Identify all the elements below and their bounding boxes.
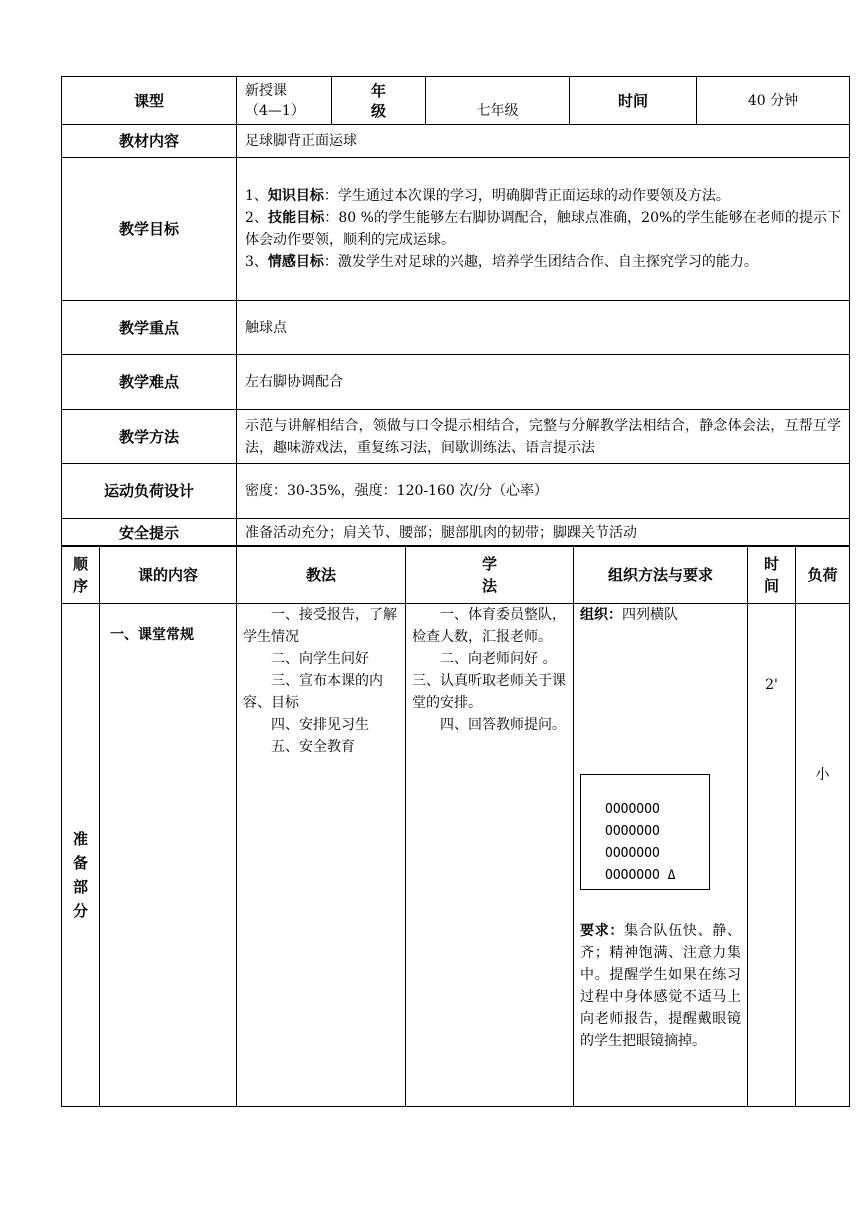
load-header: 负荷: [796, 546, 850, 604]
teaching-item: 一、接受报告，了解学生情况: [243, 607, 397, 645]
time-value: 40 分钟: [697, 77, 850, 125]
time-label: 时间: [570, 77, 697, 125]
time-header: 时 间: [748, 546, 796, 604]
safety-label: 安全提示: [62, 519, 237, 547]
load-design-value: 密度：30-35%，强度：120-160 次/分（心率）: [237, 464, 850, 519]
order-header: 顺 序: [62, 546, 100, 604]
grade-value: 七年级: [426, 77, 570, 125]
grade-label-line1: 年: [370, 81, 386, 100]
key-point-value: 触球点: [237, 301, 850, 355]
lesson-type-value-line1: 新授课: [245, 82, 287, 99]
lesson-info-table: [61, 76, 850, 547]
formation-row: OOOOOOO: [605, 802, 660, 817]
formation-row: OOOOOOO: [605, 846, 660, 861]
teaching-item: 三、宣布本课的内容、目标: [243, 673, 383, 711]
load-design-label: 运动负荷设计: [62, 464, 237, 519]
teaching-item: 五、安全教育: [271, 739, 355, 755]
method-value: 示范与讲解相结合，领做与口令提示相结合，完整与分解教学法相结合，静念体会法，互帮互学法，趣味游戏法，重复练习法，间歇训练法、语言提示法: [237, 410, 850, 464]
lesson-process-table: [61, 545, 850, 1107]
prep-part-label: 准 备 部 分: [62, 604, 100, 1107]
prep-load: 小: [796, 604, 850, 1107]
lesson-type-value-line2: （4—1）: [245, 102, 305, 119]
lesson-type-label: 课型: [62, 77, 237, 125]
org-line: [580, 604, 741, 626]
goal-skill: 2、技能目标：80 %的学生能够左右脚协调配合，触球点准确，20%的学生能够在老师的提示下体会动作要领，顺利的完成运球。: [245, 210, 841, 248]
difficulty-label: 教学难点: [62, 355, 237, 410]
formation-row: OOOOOOO: [605, 824, 660, 839]
learning-item: 四、回答教师提问。: [440, 717, 566, 733]
grade-label-line2: 级: [370, 101, 386, 120]
safety-value: 准备活动充分；肩关节、腰部；腿部肌肉的韧带；脚踝关节活动: [237, 519, 850, 547]
org-label: 组织：: [580, 607, 622, 623]
organization-header: 组织方法与要求: [574, 546, 748, 604]
teaching-item: 四、安排见习生: [271, 717, 369, 733]
prep-learning: [406, 604, 574, 1107]
goal-emotion: 3、情感目标：激发学生对足球的兴趣，培养学生团结合作、自主探究学习的能力。: [245, 254, 758, 270]
grade-label: [332, 77, 426, 125]
req-value: 集合队伍快、静、齐；精神饱满、注意力集中。提醒学生如果在练习过程中身体感觉不适马上向老师报告，提醒戴眼镜的学生把眼镜摘掉。: [580, 923, 742, 1049]
method-label: 教学方法: [62, 410, 237, 464]
prep-organization: [574, 604, 748, 1107]
learning-item: 二、向老师问好 。三、认真听取老师关于课堂的安排。: [412, 651, 566, 711]
requirements: [580, 920, 741, 1052]
content-header: 课的内容: [100, 546, 237, 604]
class-routine-title: 一、课堂常规: [110, 627, 194, 643]
content-label: 教材内容: [62, 125, 237, 158]
learning-header: 学 法: [406, 546, 574, 604]
org-value: 四列横队: [622, 607, 678, 623]
prep-teaching: [237, 604, 406, 1107]
goal-knowledge: 1、知识目标：学生通过本次课的学习，明确脚背正面运球的动作要领及方法。: [245, 188, 730, 204]
goals-value: [237, 158, 850, 301]
teaching-item: 二、向学生问好: [271, 651, 369, 667]
goals-label: 教学目标: [62, 158, 237, 301]
formation-row: OOOOOOO Δ: [605, 868, 676, 883]
prep-content: [100, 604, 237, 1107]
content-value: 足球脚背正面运球: [237, 125, 850, 158]
lesson-type-value: [237, 77, 332, 125]
teaching-header: 教法: [237, 546, 406, 604]
difficulty-value: 左右脚协调配合: [237, 355, 850, 410]
learning-item: 一、体育委员整队， 检查人数，汇报老师。: [412, 607, 566, 645]
key-point-label: 教学重点: [62, 301, 237, 355]
prep-time: 2': [748, 604, 796, 1107]
formation-diagram: [580, 774, 710, 890]
req-label: 要求：: [580, 923, 625, 939]
